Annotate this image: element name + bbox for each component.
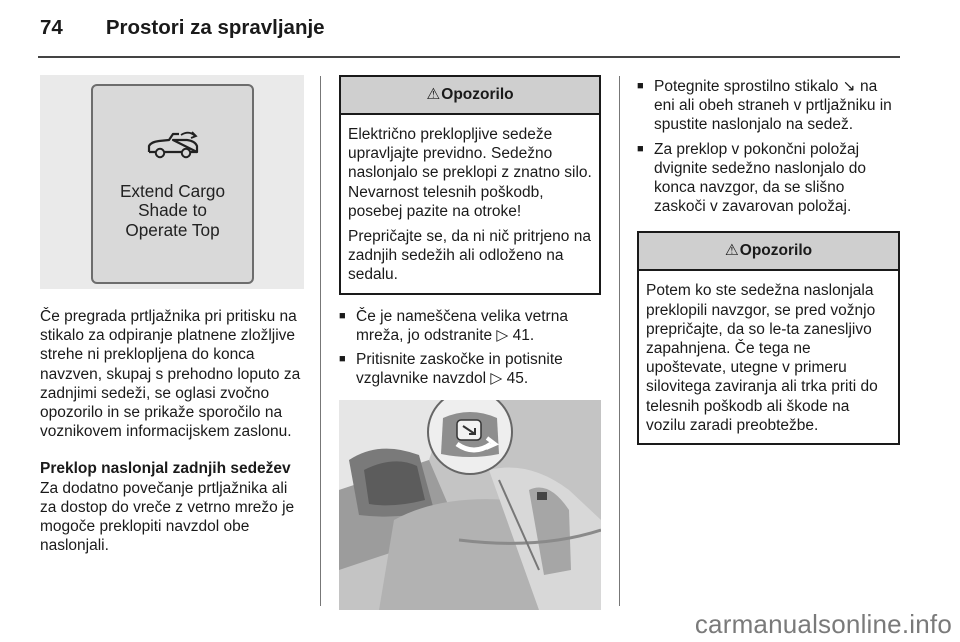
paragraph-fold-seats: Za dodatno povečanje prtljažnika ali za dostop do vreče z vetrno mrežo je mogoče preklopiti navzdol obe naslonjali. — [40, 479, 295, 555]
seat-release-photo — [339, 400, 601, 610]
warning-box-1 — [339, 75, 601, 295]
left-column — [40, 75, 304, 555]
warning-title: Opozorilo — [441, 86, 514, 103]
warning-header — [341, 77, 599, 115]
seat-interior-image — [339, 400, 601, 610]
list-item: ■ Potegnite sprostilno stikalo ↘ na eni ali obeh straneh v prtljažniku in spustite naslonjalo na sedež. — [637, 77, 900, 135]
column-divider-1 — [320, 76, 321, 606]
column-divider-2 — [619, 76, 620, 606]
page-title: Prostori za spravljanje — [105, 16, 325, 39]
driver-info-display — [91, 84, 254, 284]
middle-column — [339, 75, 601, 610]
list-item: ■ Za preklop v pokončni položaj dvignite sedežno naslonjalo do konca navzgor, da se slišno zaskoči v zavarovan položaj. — [637, 140, 900, 217]
warning-text-1: Električno preklopljive sedeže upravljajte previdno. Sedežno naslonjalo se preklopi z znatno silo. Nevarnost telesnih poškodb, posebej pazite na otroke! — [348, 126, 592, 220]
header-divider — [38, 56, 900, 58]
display-message: Extend Cargo Shade to Operate Top — [119, 181, 226, 240]
warning-icon: ⚠ — [426, 86, 441, 103]
page-header — [40, 16, 325, 40]
list-item: ■ Če je nameščena velika vetrna mreža, jo odstranite ▷ 41. — [339, 307, 601, 345]
convertible-car-top-icon — [143, 126, 203, 162]
warning-title: Opozorilo — [739, 242, 813, 260]
list-item: ■ Pritisnite zaskočke in potisnite vzglavnike navzdol ▷ 45. — [339, 350, 601, 388]
warning-text-2: Prepričajte se, da ni nič pritrjeno na zadnjih sedežih ali odloženo na sedalu. — [348, 228, 591, 284]
warning-text: Potem ko ste sedežna naslonjala preklopili navzgor, se pred vožnjo prepričajte, da so le-ta zanesljivo zapahnjena. Če tega ne upoštevate, utegne v primeru silovitega zaviranja ali trka priti do telesnih poškodb ali škode na vozilu zaradi preobtežbe. — [646, 282, 878, 434]
warning-icon: ⚠ — [724, 242, 739, 260]
right-column — [637, 75, 900, 445]
paragraph-cargo-shade: Če pregrada prtljažnika pri pritisku na stikalo za odpiranje platnene zložljive strehe ni preklopljena do konca navzven, skupaj s prehodno loputo za zadnjimi sedeži, se oglasi zvočno opozorilo in se prikaže sporočilo na voznikovem informacijskem zaslonu. — [40, 308, 301, 441]
page-number: 74 — [40, 16, 63, 39]
bullet-list-middle — [339, 307, 601, 389]
warning-header — [639, 233, 898, 271]
warning-box-2 — [637, 231, 900, 445]
display-illustration — [40, 75, 304, 289]
watermark: carmanualsonline.info — [694, 609, 952, 639]
subheading-rear-seats: Preklop naslonjal zadnjih sedežev — [40, 460, 291, 478]
bullet-list-right — [637, 77, 900, 216]
